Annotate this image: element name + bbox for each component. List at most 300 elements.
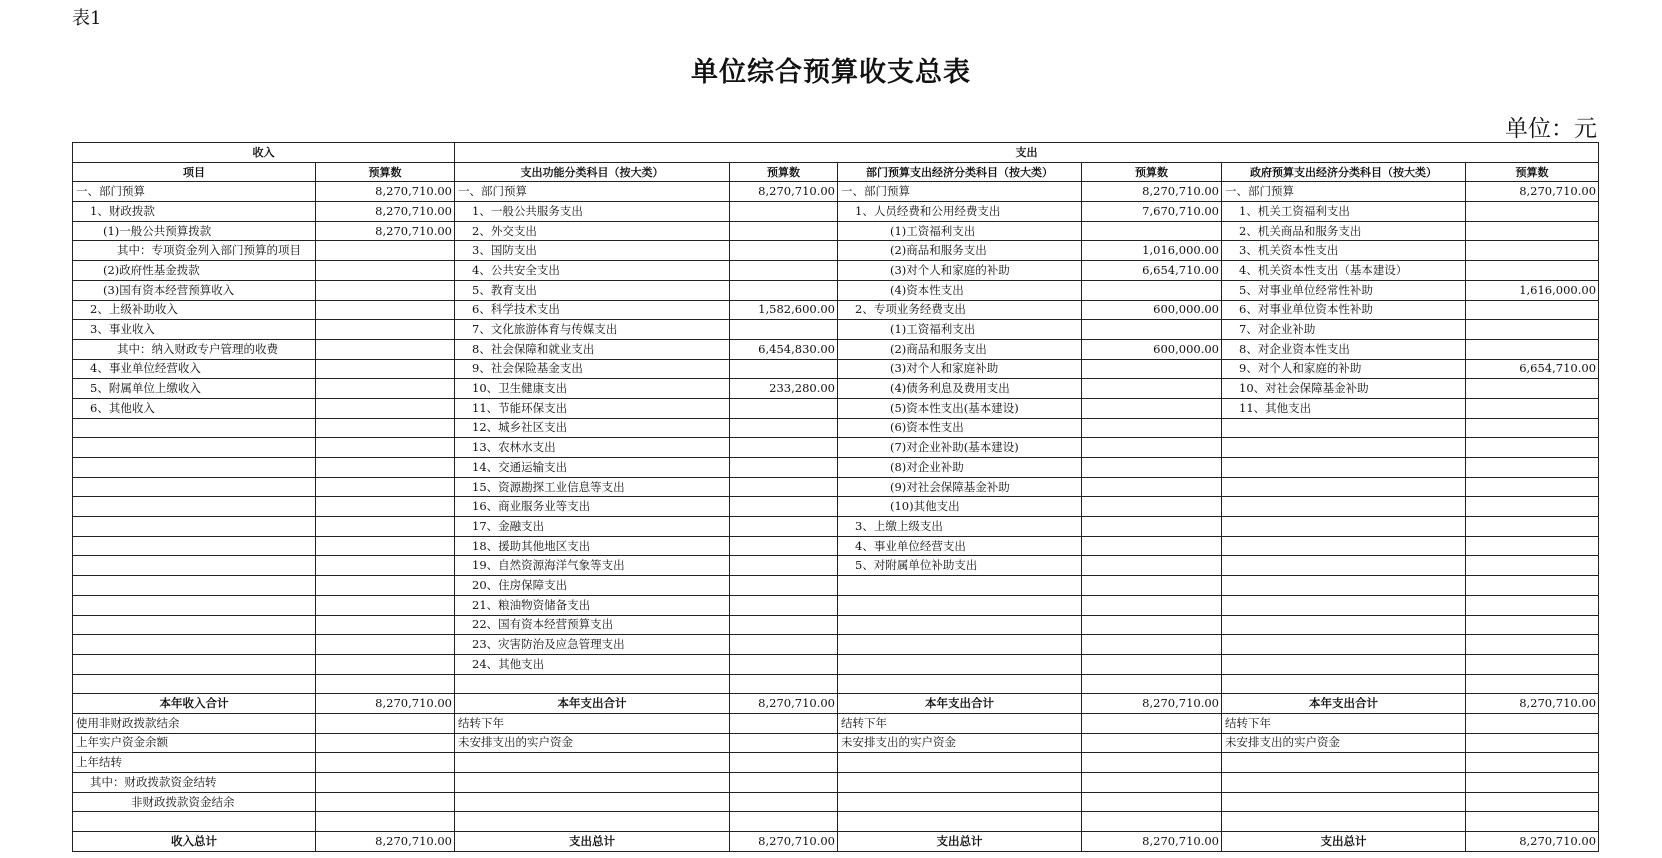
amount-cell — [1082, 595, 1222, 615]
amount-cell — [1082, 792, 1222, 812]
item-cell: 3、机关资本性支出 — [1222, 241, 1466, 261]
amount-cell — [730, 477, 838, 497]
item-cell: 上年结转 — [73, 753, 316, 773]
item-cell: 8、社会保障和就业支出 — [455, 339, 730, 359]
amount-cell — [1082, 556, 1222, 576]
item-cell — [1222, 576, 1466, 596]
item-cell: 上年实户资金余额 — [73, 733, 316, 753]
table-row — [73, 202, 1599, 222]
amount-cell — [730, 635, 838, 655]
item-cell — [1222, 458, 1466, 478]
item-cell: 10、对社会保障基金补助 — [1222, 379, 1466, 399]
amount-cell — [1466, 497, 1599, 517]
amount-cell — [316, 379, 455, 399]
item-cell: 其中：财政拨款资金结转 — [73, 773, 316, 793]
total-amount: 8,270,710.00 — [1466, 694, 1599, 714]
table-row — [73, 320, 1599, 340]
amount-cell — [1466, 615, 1599, 635]
item-cell — [1222, 536, 1466, 556]
item-cell: 一、部门预算 — [73, 182, 316, 202]
total-label: 收入总计 — [73, 832, 316, 852]
amount-cell — [1082, 517, 1222, 537]
item-cell: 5、对事业单位经常性补助 — [1222, 280, 1466, 300]
amount-cell — [316, 261, 455, 281]
item-cell — [1222, 497, 1466, 517]
item-cell: 13、农林水支出 — [455, 438, 730, 458]
item-cell: 23、灾害防治及应急管理支出 — [455, 635, 730, 655]
amount-cell — [730, 458, 838, 478]
amount-cell — [1082, 438, 1222, 458]
amount-cell — [1082, 654, 1222, 674]
amount-cell — [1466, 221, 1599, 241]
item-cell: (2)政府性基金拨款 — [73, 261, 316, 281]
amount-cell — [730, 733, 838, 753]
item-cell — [1222, 556, 1466, 576]
item-cell — [1222, 654, 1466, 674]
amount-cell — [1082, 418, 1222, 438]
item-cell — [73, 497, 316, 517]
item-cell — [838, 595, 1082, 615]
item-cell — [838, 635, 1082, 655]
amount-cell — [1082, 615, 1222, 635]
amount-cell: 1,616,000.00 — [1466, 280, 1599, 300]
table-row — [73, 635, 1599, 655]
amount-cell: 8,270,710.00 — [1466, 182, 1599, 202]
year-total-row — [73, 694, 1599, 714]
amount-cell — [316, 733, 455, 753]
item-cell: 未安排支出的实户资金 — [838, 733, 1082, 753]
item-cell — [73, 438, 316, 458]
amount-cell: 6,454,830.00 — [730, 339, 838, 359]
item-cell — [73, 812, 316, 832]
table-row — [73, 280, 1599, 300]
amount-cell — [1466, 556, 1599, 576]
amount-cell — [730, 497, 838, 517]
item-cell — [1222, 753, 1466, 773]
item-cell — [73, 576, 316, 596]
item-cell — [1222, 595, 1466, 615]
amount-cell — [1466, 458, 1599, 478]
total-label: 支出总计 — [838, 832, 1082, 852]
expense-header: 支出 — [455, 143, 1599, 163]
item-cell: 15、资源勘探工业信息等支出 — [455, 477, 730, 497]
item-cell: 未安排支出的实户资金 — [1222, 733, 1466, 753]
item-cell — [73, 458, 316, 478]
item-cell: 22、国有资本经营预算支出 — [455, 615, 730, 635]
table-row — [73, 497, 1599, 517]
item-cell: (1)一般公共预算拨款 — [73, 221, 316, 241]
amount-cell — [1466, 438, 1599, 458]
amount-cell — [1082, 359, 1222, 379]
amount-cell — [316, 438, 455, 458]
item-cell: 结转下年 — [838, 713, 1082, 733]
item-cell: 9、社会保险基金支出 — [455, 359, 730, 379]
amount-cell — [730, 713, 838, 733]
table-row — [73, 556, 1599, 576]
item-cell — [73, 556, 316, 576]
item-cell — [73, 654, 316, 674]
item-cell — [73, 635, 316, 655]
amount-cell — [316, 556, 455, 576]
amount-cell — [1082, 477, 1222, 497]
item-cell: 3、国防支出 — [455, 241, 730, 261]
item-cell — [1222, 517, 1466, 537]
func-budget-header: 预算数 — [730, 162, 838, 182]
item-cell: (1)工资福利支出 — [838, 221, 1082, 241]
budget-table — [72, 142, 1599, 852]
amount-cell — [316, 458, 455, 478]
item-cell: 其中：纳入财政专户管理的收费 — [73, 339, 316, 359]
amount-cell — [730, 221, 838, 241]
item-cell: 4、公共安全支出 — [455, 261, 730, 281]
table-row — [73, 182, 1599, 202]
item-cell: (5)资本性支出(基本建设) — [838, 398, 1082, 418]
item-cell: 1、财政拨款 — [73, 202, 316, 222]
amount-cell — [316, 300, 455, 320]
total-label: 支出总计 — [455, 832, 730, 852]
item-cell: (3)对个人和家庭补助 — [838, 359, 1082, 379]
item-cell: 2、专项业务经费支出 — [838, 300, 1082, 320]
table-row — [73, 339, 1599, 359]
total-amount: 8,270,710.00 — [316, 832, 455, 852]
header-row-columns — [73, 162, 1599, 182]
amount-cell — [316, 615, 455, 635]
amount-cell — [1466, 320, 1599, 340]
amount-cell — [1466, 536, 1599, 556]
amount-cell — [1466, 339, 1599, 359]
item-cell — [73, 418, 316, 438]
amount-cell — [1466, 202, 1599, 222]
item-cell: 10、卫生健康支出 — [455, 379, 730, 399]
item-cell: (2)商品和服务支出 — [838, 339, 1082, 359]
amount-cell — [316, 320, 455, 340]
amount-cell — [1466, 753, 1599, 773]
item-cell — [838, 773, 1082, 793]
item-cell: 5、附属单位上缴收入 — [73, 379, 316, 399]
table-row — [73, 713, 1599, 733]
item-cell: 24、其他支出 — [455, 654, 730, 674]
table-row — [73, 379, 1599, 399]
item-cell: 2、机关商品和服务支出 — [1222, 221, 1466, 241]
amount-cell — [1466, 654, 1599, 674]
item-cell: 其中：专项资金列入部门预算的项目 — [73, 241, 316, 261]
total-amount: 8,270,710.00 — [1082, 832, 1222, 852]
header-row-top — [73, 143, 1599, 163]
amount-cell — [1082, 458, 1222, 478]
item-cell: 2、上级补助收入 — [73, 300, 316, 320]
total-amount: 8,270,710.00 — [1466, 832, 1599, 852]
item-cell — [1222, 438, 1466, 458]
total-amount: 8,270,710.00 — [730, 694, 838, 714]
item-cell: 11、节能环保支出 — [455, 398, 730, 418]
func-item-header: 支出功能分类科目（按大类） — [455, 162, 730, 182]
amount-cell — [1466, 241, 1599, 261]
amount-cell — [1466, 418, 1599, 438]
item-cell — [73, 536, 316, 556]
amount-cell — [316, 477, 455, 497]
amount-cell — [1466, 713, 1599, 733]
amount-cell — [1082, 320, 1222, 340]
item-cell — [73, 517, 316, 537]
amount-cell — [316, 536, 455, 556]
item-cell: 19、自然资源海洋气象等支出 — [455, 556, 730, 576]
amount-cell — [730, 773, 838, 793]
item-cell: (3)对个人和家庭的补助 — [838, 261, 1082, 281]
amount-cell — [730, 241, 838, 261]
item-cell: 21、粮油物资储备支出 — [455, 595, 730, 615]
table-row — [73, 576, 1599, 596]
amount-cell — [1082, 773, 1222, 793]
table-row — [73, 300, 1599, 320]
amount-cell — [730, 536, 838, 556]
total-amount: 8,270,710.00 — [1082, 694, 1222, 714]
gov-item-header: 政府预算支出经济分类科目（按大类） — [1222, 162, 1466, 182]
item-cell: 一、部门预算 — [838, 182, 1082, 202]
item-cell — [455, 792, 730, 812]
amount-cell — [730, 320, 838, 340]
amount-cell — [730, 792, 838, 812]
table-row — [73, 773, 1599, 793]
amount-cell — [730, 517, 838, 537]
item-cell — [838, 753, 1082, 773]
page-title: 单位综合预算收支总表 — [691, 57, 971, 88]
item-cell — [1222, 477, 1466, 497]
item-cell: (4)债务利息及费用支出 — [838, 379, 1082, 399]
grand-total-row — [73, 832, 1599, 852]
item-cell: 2、外交支出 — [455, 221, 730, 241]
amount-cell — [730, 438, 838, 458]
amount-cell — [316, 280, 455, 300]
amount-cell — [1466, 477, 1599, 497]
item-cell: 一、部门预算 — [455, 182, 730, 202]
item-cell — [455, 812, 730, 832]
item-cell: 3、上缴上级支出 — [838, 517, 1082, 537]
item-cell — [838, 654, 1082, 674]
item-cell — [838, 812, 1082, 832]
total-amount: 8,270,710.00 — [316, 694, 455, 714]
amount-cell: 600,000.00 — [1082, 339, 1222, 359]
dept-item-header: 部门预算支出经济分类科目（按大类） — [838, 162, 1082, 182]
total-amount: 8,270,710.00 — [730, 832, 838, 852]
amount-cell — [1082, 753, 1222, 773]
amount-cell — [1082, 576, 1222, 596]
amount-cell — [730, 595, 838, 615]
table-row — [73, 812, 1599, 832]
amount-cell — [1082, 379, 1222, 399]
amount-cell — [316, 812, 455, 832]
table-row — [73, 733, 1599, 753]
amount-cell: 233,280.00 — [730, 379, 838, 399]
gov-budget-header: 预算数 — [1466, 162, 1599, 182]
amount-cell — [1466, 595, 1599, 615]
item-cell — [73, 477, 316, 497]
amount-cell — [730, 202, 838, 222]
item-cell: 5、教育支出 — [455, 280, 730, 300]
item-cell: 非财政拨款资金结余 — [73, 792, 316, 812]
amount-cell — [1466, 517, 1599, 537]
amount-cell — [730, 674, 838, 694]
item-cell: (2)商品和服务支出 — [838, 241, 1082, 261]
item-cell — [1222, 615, 1466, 635]
item-cell: 4、事业单位经营支出 — [838, 536, 1082, 556]
item-cell: 7、对企业补助 — [1222, 320, 1466, 340]
table-row — [73, 517, 1599, 537]
item-cell: 8、对企业资本性支出 — [1222, 339, 1466, 359]
amount-cell — [1082, 812, 1222, 832]
amount-cell — [730, 556, 838, 576]
item-cell: 11、其他支出 — [1222, 398, 1466, 418]
item-cell: (6)资本性支出 — [838, 418, 1082, 438]
item-cell — [1222, 674, 1466, 694]
table-row — [73, 654, 1599, 674]
item-cell — [1222, 418, 1466, 438]
amount-cell — [1466, 261, 1599, 281]
amount-cell — [1466, 398, 1599, 418]
item-cell: 1、一般公共服务支出 — [455, 202, 730, 222]
item-cell: 6、对事业单位资本性补助 — [1222, 300, 1466, 320]
amount-cell: 8,270,710.00 — [316, 202, 455, 222]
document-label: 表1 — [72, 8, 102, 29]
item-cell: (9)对社会保障基金补助 — [838, 477, 1082, 497]
amount-cell — [1082, 733, 1222, 753]
item-cell — [838, 792, 1082, 812]
total-label: 本年收入合计 — [73, 694, 316, 714]
amount-cell — [1082, 221, 1222, 241]
table-row — [73, 241, 1599, 261]
amount-cell — [1466, 300, 1599, 320]
amount-cell — [316, 635, 455, 655]
amount-cell: 6,654,710.00 — [1466, 359, 1599, 379]
table-row — [73, 615, 1599, 635]
amount-cell — [730, 576, 838, 596]
amount-cell — [1466, 674, 1599, 694]
amount-cell — [1466, 792, 1599, 812]
item-cell — [838, 674, 1082, 694]
amount-cell — [730, 359, 838, 379]
item-cell: (1)工资福利支出 — [838, 320, 1082, 340]
table-row — [73, 792, 1599, 812]
amount-cell — [1466, 576, 1599, 596]
item-cell — [1222, 773, 1466, 793]
item-cell: (8)对企业补助 — [838, 458, 1082, 478]
amount-cell — [1082, 635, 1222, 655]
table-row — [73, 753, 1599, 773]
amount-cell: 1,582,600.00 — [730, 300, 838, 320]
table-row — [73, 595, 1599, 615]
item-cell — [73, 615, 316, 635]
item-cell: (4)资本性支出 — [838, 280, 1082, 300]
item-cell: 6、其他收入 — [73, 398, 316, 418]
amount-cell — [730, 418, 838, 438]
amount-cell — [1466, 635, 1599, 655]
amount-cell — [1466, 733, 1599, 753]
amount-cell — [730, 280, 838, 300]
income-item-header: 项目 — [73, 162, 316, 182]
total-label: 本年支出合计 — [455, 694, 730, 714]
amount-cell — [316, 753, 455, 773]
total-label: 支出总计 — [1222, 832, 1466, 852]
item-cell: 一、部门预算 — [1222, 182, 1466, 202]
amount-cell — [730, 654, 838, 674]
amount-cell — [316, 339, 455, 359]
table-row — [73, 438, 1599, 458]
income-budget-header: 预算数 — [316, 162, 455, 182]
amount-cell: 8,270,710.00 — [316, 182, 455, 202]
item-cell: 9、对个人和家庭的补助 — [1222, 359, 1466, 379]
total-label: 本年支出合计 — [1222, 694, 1466, 714]
income-header: 收入 — [73, 143, 455, 163]
table-row — [73, 359, 1599, 379]
item-cell: 使用非财政拨款结余 — [73, 713, 316, 733]
item-cell: 7、文化旅游体育与传媒支出 — [455, 320, 730, 340]
item-cell: (7)对企业补助(基本建设) — [838, 438, 1082, 458]
amount-cell: 6,654,710.00 — [1082, 261, 1222, 281]
amount-cell — [316, 418, 455, 438]
item-cell — [1222, 812, 1466, 832]
amount-cell: 600,000.00 — [1082, 300, 1222, 320]
item-cell: 4、机关资本性支出（基本建设） — [1222, 261, 1466, 281]
item-cell — [838, 576, 1082, 596]
amount-cell — [1466, 812, 1599, 832]
amount-cell — [316, 654, 455, 674]
unit-label: 单位：元 — [1505, 116, 1597, 142]
item-cell: 未安排支出的实户资金 — [455, 733, 730, 753]
amount-cell — [316, 595, 455, 615]
amount-cell — [316, 517, 455, 537]
amount-cell — [316, 241, 455, 261]
item-cell: 5、对附属单位补助支出 — [838, 556, 1082, 576]
table-row — [73, 477, 1599, 497]
item-cell — [455, 674, 730, 694]
amount-cell: 1,016,000.00 — [1082, 241, 1222, 261]
item-cell: 结转下年 — [455, 713, 730, 733]
item-cell: 结转下年 — [1222, 713, 1466, 733]
item-cell — [1222, 635, 1466, 655]
amount-cell: 8,270,710.00 — [1082, 182, 1222, 202]
amount-cell — [1082, 398, 1222, 418]
amount-cell — [316, 773, 455, 793]
amount-cell — [1466, 773, 1599, 793]
item-cell: 6、科学技术支出 — [455, 300, 730, 320]
table-row — [73, 458, 1599, 478]
amount-cell — [730, 812, 838, 832]
item-cell — [73, 674, 316, 694]
item-cell: 3、事业收入 — [73, 320, 316, 340]
table-row — [73, 674, 1599, 694]
item-cell: (10)其他支出 — [838, 497, 1082, 517]
item-cell: 17、金融支出 — [455, 517, 730, 537]
amount-cell — [1082, 497, 1222, 517]
item-cell — [73, 595, 316, 615]
amount-cell — [1466, 379, 1599, 399]
amount-cell — [1082, 674, 1222, 694]
amount-cell — [730, 261, 838, 281]
total-label: 本年支出合计 — [838, 694, 1082, 714]
table-row — [73, 536, 1599, 556]
amount-cell — [316, 674, 455, 694]
amount-cell: 7,670,710.00 — [1082, 202, 1222, 222]
table-row — [73, 221, 1599, 241]
amount-cell — [316, 398, 455, 418]
amount-cell — [730, 753, 838, 773]
item-cell: 12、城乡社区支出 — [455, 418, 730, 438]
table-row — [73, 418, 1599, 438]
amount-cell — [1082, 536, 1222, 556]
amount-cell — [1082, 280, 1222, 300]
item-cell: 20、住房保障支出 — [455, 576, 730, 596]
amount-cell — [316, 713, 455, 733]
item-cell — [455, 773, 730, 793]
